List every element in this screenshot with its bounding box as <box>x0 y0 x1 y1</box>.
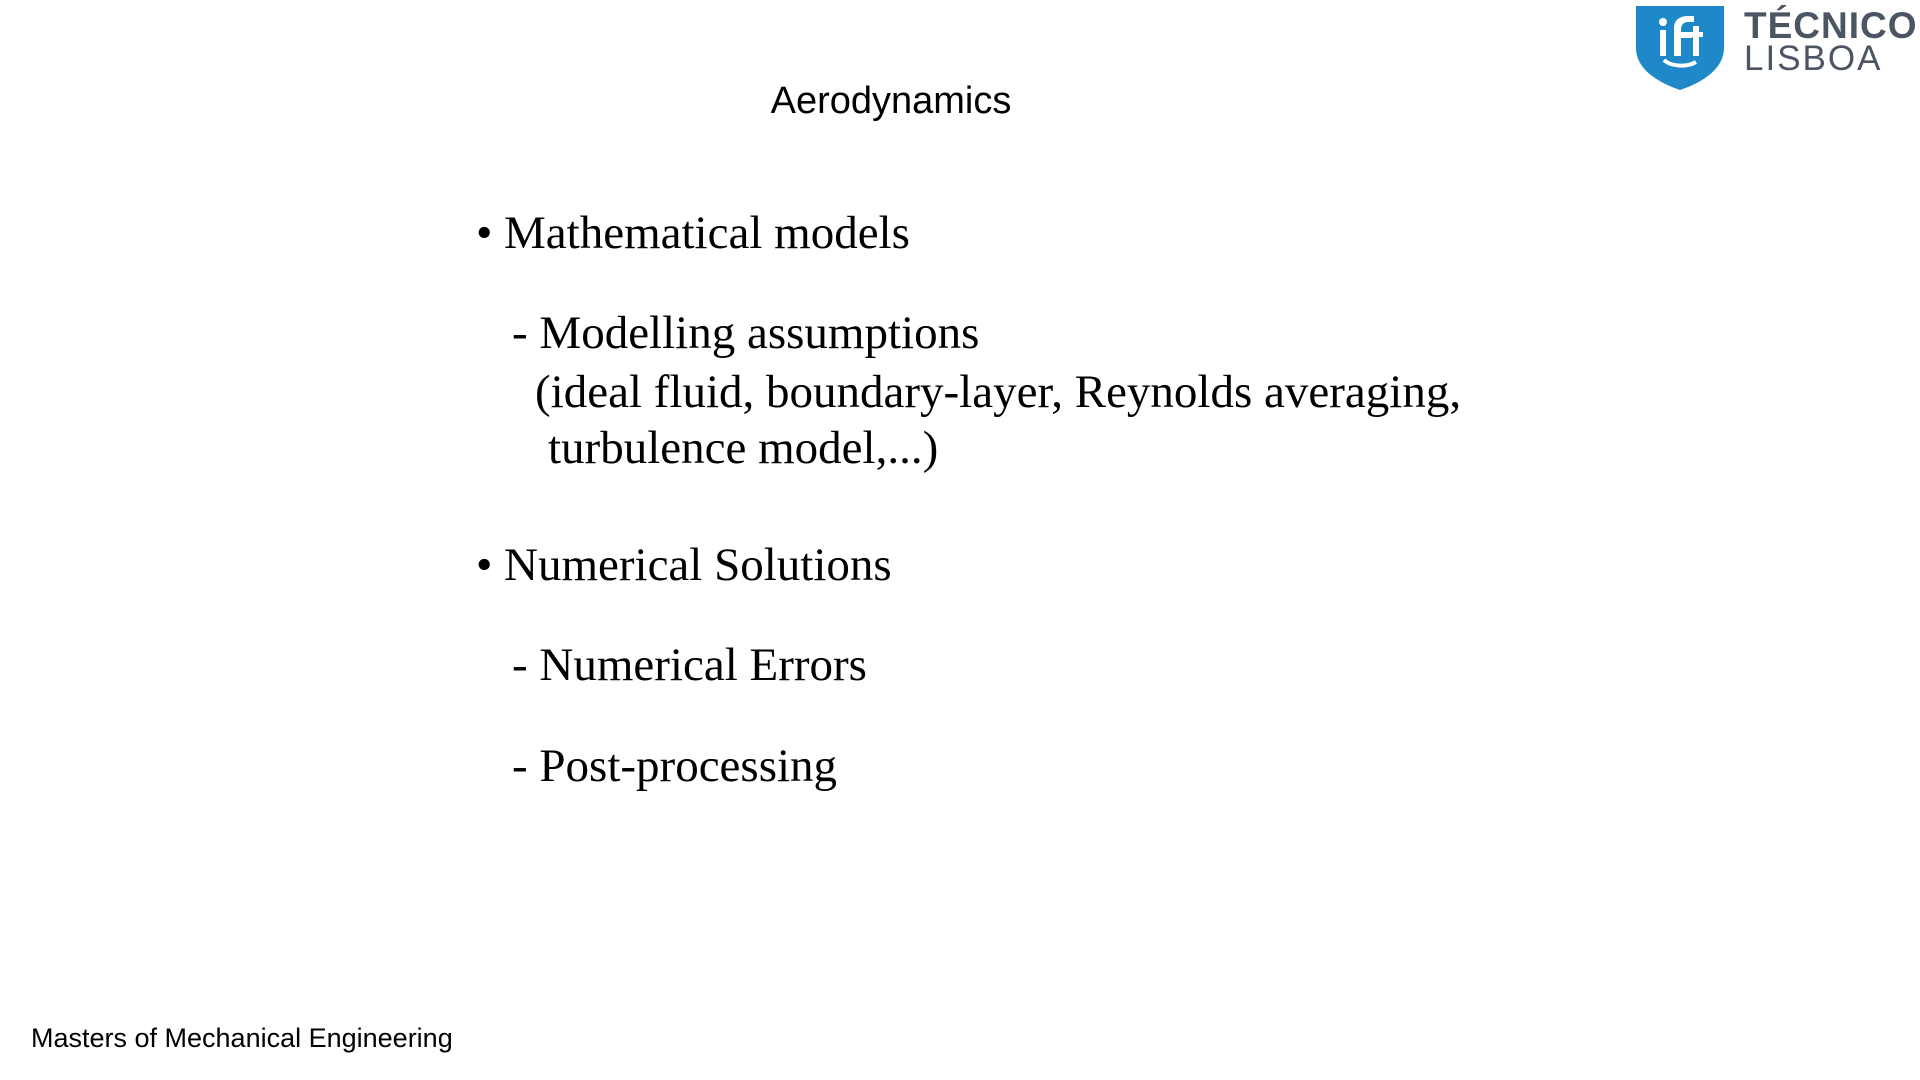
slide-title: Aerodynamics <box>770 80 1012 122</box>
bullet-item <box>476 537 892 593</box>
sub-bullet-continuation: (ideal fluid, boundary-layer, Reynolds averaging, <box>535 366 1462 418</box>
logo-text-lisboa: LISBOA <box>1744 39 1883 78</box>
bullet-text: Mathematical models <box>504 207 910 259</box>
sub-bullet-continuation: turbulence model,...) <box>548 422 939 474</box>
bullet-text: Numerical Solutions <box>504 539 892 591</box>
slide-footer: Masters of Mechanical Engineering <box>31 1023 453 1053</box>
bullet-marker: • <box>476 539 493 591</box>
bullet-item <box>476 205 910 261</box>
logo-text-tecnico: TÉCNICO <box>1744 5 1918 46</box>
bullet-marker: • <box>476 207 493 259</box>
sub-bullet-item: - Numerical Errors <box>512 639 867 691</box>
sub-bullet-item: - Modelling assumptions <box>512 307 980 359</box>
sub-bullet-item: - Post-processing <box>512 740 838 792</box>
